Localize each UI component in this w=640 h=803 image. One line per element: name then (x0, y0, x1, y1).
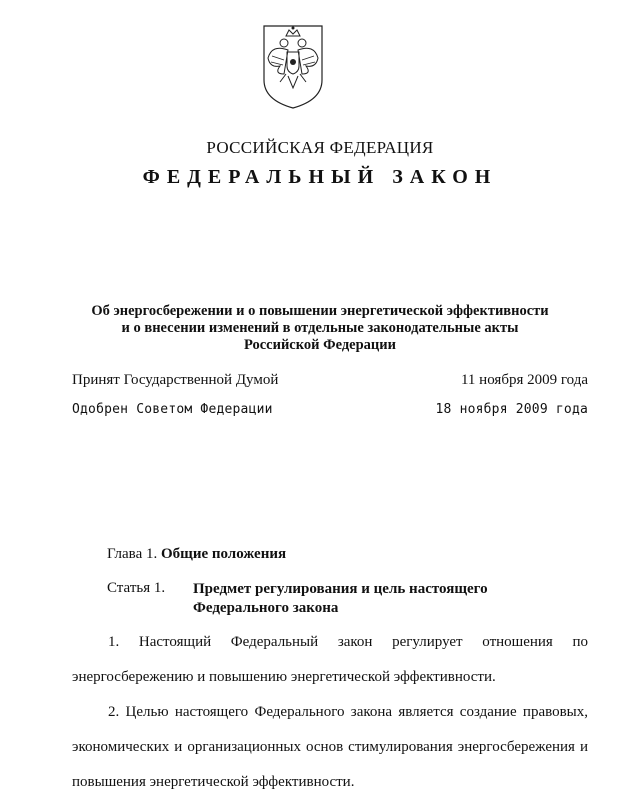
country-heading: РОССИЙСКАЯ ФЕДЕРАЦИЯ (206, 138, 434, 157)
paragraph: 1. Настоящий Федеральный закон регулирует отношения по энергосбережению и повышению энергетической эффективности. (72, 634, 588, 685)
article-name (193, 580, 523, 618)
duma-adoption-row (72, 372, 588, 389)
coat-of-arms-icon (258, 22, 328, 110)
law-title (0, 303, 640, 354)
chapter-name: Общие положения (160, 546, 287, 562)
law-title-line: Об энергосбережении и о повышении энергетической эффективности (91, 303, 549, 319)
chapter-label: Глава 1. (107, 546, 158, 562)
law-title-line: и о внесении изменений в отдельные законодательные акты (121, 320, 519, 336)
law-type-heading: ФЕДЕРАЛЬНЫЙ ЗАКОН (142, 166, 498, 188)
council-label: Одобрен Советом Федерации (72, 402, 273, 417)
article-name-line: Предмет регулирования и цель настоящего (193, 581, 488, 597)
article-name-line: Федерального закона (193, 600, 339, 616)
article-heading (107, 580, 523, 618)
council-approval-row (72, 402, 588, 417)
law-title-line: Российской Федерации (243, 337, 396, 353)
chapter-heading (107, 546, 286, 563)
article-label: Статья 1. (107, 580, 166, 596)
council-date: 18 ноября 2009 года (435, 402, 588, 417)
paragraph: 2. Целью настоящего Федерального закона является создание правовых, экономических и организационных основ стимулирования энергосбережения и повышения энергетической эффективности. (72, 704, 588, 790)
duma-label: Принят Государственной Думой (72, 372, 279, 388)
duma-date: 11 ноября 2009 года (460, 372, 588, 388)
